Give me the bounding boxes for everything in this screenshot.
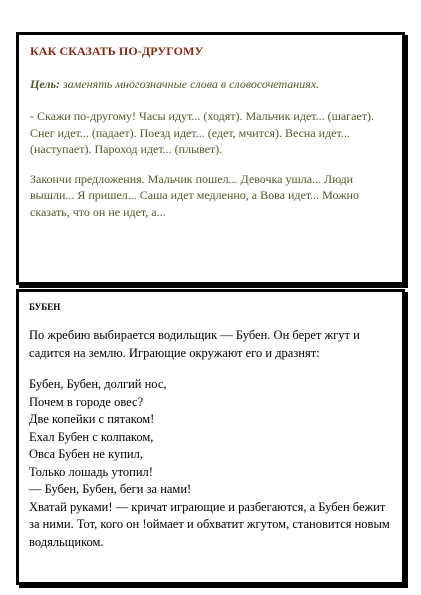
- game-card-speak-differently: [16, 32, 405, 285]
- goal-text: заменять многозначные слова в словосочетаниях.: [60, 77, 320, 91]
- intro-paragraph: По жребию выбирается водильщик — Бубен. Он берет жгут и садится на землю. Играющие окружают его и дразнят:: [29, 328, 360, 360]
- exercise-paragraph: Закончи предложения. Мальчик пошел... Девочка ушла... Люди вышли... Я пришел... Саша идет медленно, а Вова идет... Можно сказать, что он не идет, а...: [30, 171, 359, 219]
- card-title: КАК СКАЗАТЬ ПО-ДРУГОМУ: [30, 44, 204, 58]
- poem-line: Только лошадь утопил!: [29, 464, 153, 479]
- goal-label: Цель:: [30, 77, 60, 91]
- goal-statement: [30, 76, 393, 92]
- poem-line: — Бубен, Бубен, беги за нами!: [29, 482, 192, 496]
- card-title: БУБЕН: [29, 302, 61, 312]
- game-card-buben: [16, 289, 405, 585]
- poem-line: Овса Бубен не купил,: [29, 447, 143, 461]
- poem-line: Хватай руками! — кричат играющие и разбегаются, а Бубен бежит за ними. Тот, кого он !оймает и обхватит жгутом, становится новым водяльщиком.: [29, 499, 390, 549]
- rhyme-text: [29, 376, 393, 551]
- poem-line: Ехал Бубен с колпаком,: [29, 429, 154, 444]
- instruction-paragraph: - Скажи по-другому! Часы идут... (ходят). Мальчик идет... (шагает). Снег идет... (падает). Поезд идет... (едет, мчится). Весна идет... (наступает). Пароход идет... (плывет).: [30, 109, 374, 156]
- poem-line: Бубен, Бубен, долгий нос,: [29, 377, 167, 391]
- poem-line: Две копейки с пятаком!: [29, 412, 155, 426]
- poem-line: Почем в городе овес?: [29, 394, 144, 409]
